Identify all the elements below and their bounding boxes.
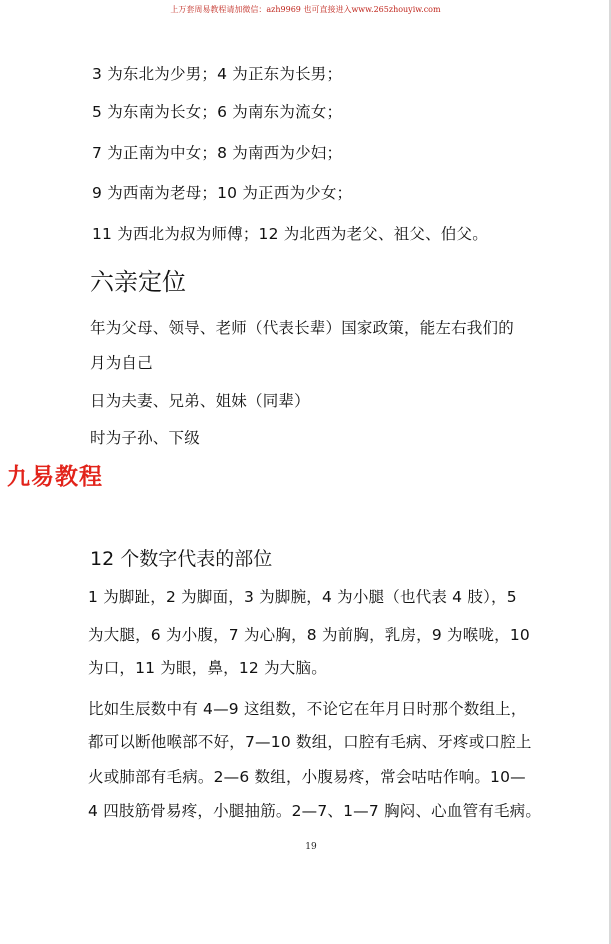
paragraph-line: 火或肺部有毛病。2—6 数组，小腹易疼，常会咕咕作响。10— (88, 768, 526, 786)
section-title-body-parts: 12 个数字代表的部位 (90, 548, 273, 570)
promo-banner: 上万套周易教程请加微信：azh9969 也可直接进入www.265zhouyiw.com (170, 5, 441, 14)
direction-line: 9 为西南为老母；10 为正西为少女； (92, 184, 353, 202)
watermark-logo: 九易教程 (7, 464, 103, 490)
paragraph-line: 都可以断他喉部不好，7—10 数组，口腔有毛病、牙疼或口腔上 (88, 733, 532, 751)
paragraph-line: 比如生辰数中有 4—9 这组数，不论它在年月日时那个数组上， (88, 700, 527, 718)
body-line: 为口，11 为眼，鼻，12 为大脑。 (88, 659, 327, 677)
direction-line: 5 为东南为长女；6 为南东为流女； (92, 103, 343, 121)
direction-line: 3 为东北为少男；4 为正东为长男； (92, 65, 343, 83)
body-line: 时为子孙、下级 (90, 429, 200, 447)
page-number: 19 (305, 842, 317, 852)
section-title-liuqin: 六亲定位 (90, 268, 186, 296)
body-line: 年为父母、领导、老师（代表长辈）国家政策，能左右我们的 (90, 319, 514, 337)
paragraph-line: 4 四肢筋骨易疼，小腿抽筋。2—7、1—7 胸闷、心血管有毛病。 (88, 802, 542, 820)
body-line: 1 为脚趾，2 为脚面，3 为脚腕，4 为小腿（也代表 4 肢），5 (88, 588, 517, 606)
body-line: 月为自己 (90, 354, 153, 372)
body-line: 日为夫妻、兄弟、姐妹（同辈） (90, 392, 310, 410)
body-line: 为大腿，6 为小腹，7 为心胸，8 为前胸，乳房，9 为喉咙，10 (88, 626, 530, 644)
direction-line: 7 为正南为中女；8 为南西为少妇； (92, 144, 343, 162)
direction-line: 11 为西北为叔为师傅；12 为北西为老父、祖父、伯父。 (92, 225, 488, 243)
